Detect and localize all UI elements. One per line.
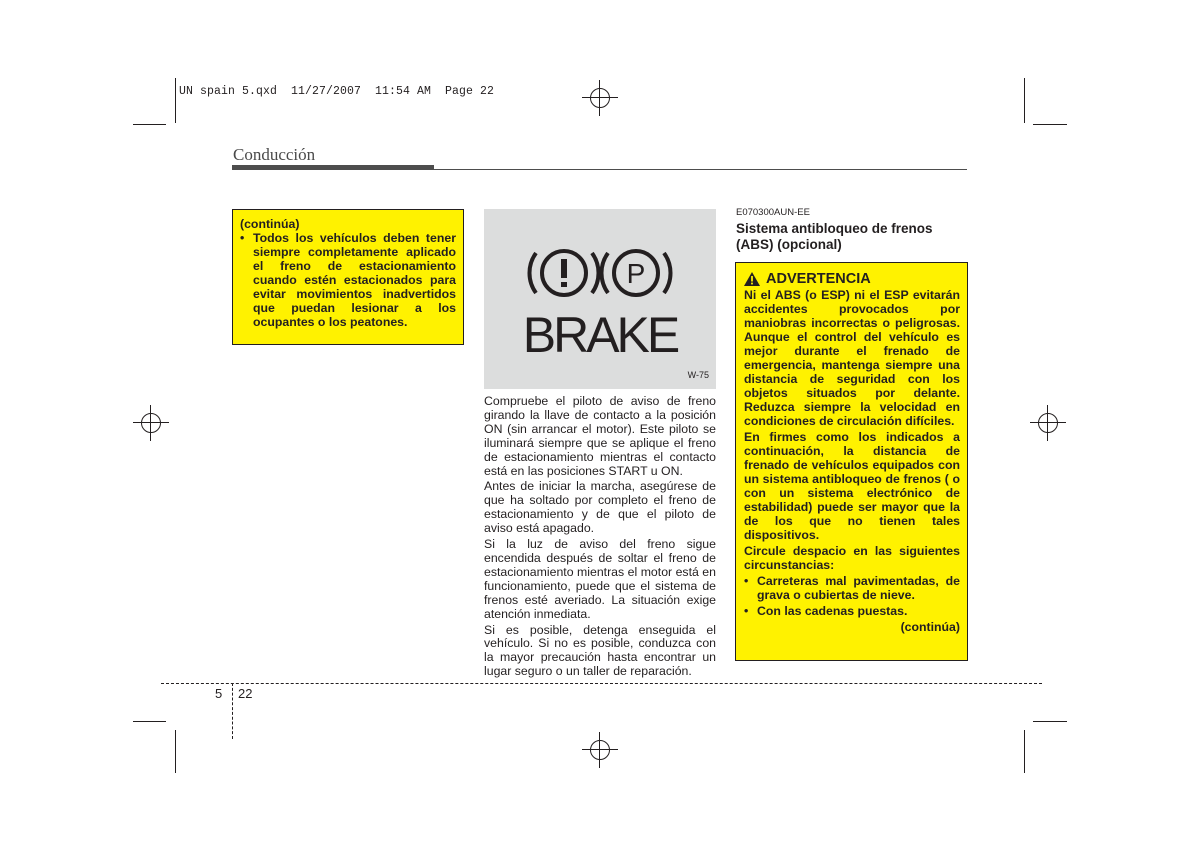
section-title: Conducción [233,145,316,164]
svg-text:P: P [626,258,646,289]
abs-heading: Sistema antibloqueo de frenos (ABS) (opcional) [736,221,933,252]
warning-triangle-icon [744,272,760,286]
continued-label: (continúa) [240,217,300,231]
registration-target [582,732,618,768]
title-rule [232,165,434,170]
footer-rule [161,683,1042,684]
crop-mark [133,721,166,722]
paragraph: Si es posible, detenga enseguida el vehículo. Si no es posible, conduzca con la mayor precaución hasta encontrar un lugar seguro o un taller de reparación. [484,622,716,679]
caution-continued-box [232,209,464,345]
bullet-icon: • [240,231,245,245]
crop-mark [175,730,176,773]
brake-warning-icon [484,209,716,389]
figure-label: W-75 [687,370,709,380]
page-number-separator [232,683,233,739]
warning-header [744,272,960,286]
brake-text: BRAKE [522,307,678,363]
crop-mark [1033,124,1067,125]
paragraph: Compruebe el piloto de aviso de freno girando la llave de contacto a la posición ON (sin arrancar el motor). Este piloto se iluminará siempre que se aplique el freno de estacionamiento mientras el contacto está en las posiciones START u ON. [484,394,716,478]
paragraph: Si la luz de aviso del freno sigue encendida después de soltar el freno de estacionamiento mientras el motor está en funcionamiento, puede que el sistema de frenos esté averiado. La situación exige atención inmediata. [484,537,716,621]
list-item: • Con las cadenas puestas. [744,604,908,618]
list-item: • Todos los vehículos deben tener siempre completamente aplicado el freno de estacionamiento cuando estén estacionados para evitar movimientos inadvertidos que puedan lesionar a los ocupantes o los peatones. [240,231,456,329]
warning-paragraph: En firmes como los indicados a continuación, la distancia de frenado de vehículos equipados con un sistema antibloqueo de frenos ( o con un sistema electrónico de estabilidad) puede ser mayor que la de los que no tienen tales dispositivos. [744,430,960,542]
bullet-icon: • [744,604,749,618]
paragraph: Antes de iniciar la marcha, asegúrese de que ha soltado por completo el freno de estacionamiento y de que el piloto de aviso está apagado. [484,479,716,536]
warning-paragraph: Ni el ABS (o ESP) ni el ESP evitarán accidentes provocados por maniobras incorrectas o peligrosas. Aunque el control del vehículo es mejor durante el frenado de emergencia, mantenga siempre una distancia de seguridad con los objetos situados por delante. Reduzca siempre la velocidad en condiciones de circulación difíciles. [744,288,960,428]
warning-box [735,262,968,661]
crop-mark [1033,721,1067,722]
crop-mark [133,124,166,125]
warning-title: ADVERTENCIA [766,271,871,287]
registration-target [582,80,618,116]
title-rule-thin [434,169,967,170]
continued-label: (continúa) [900,620,960,634]
warning-paragraph: Circule despacio en las siguientes circunstancias: [744,544,960,572]
brake-warning-figure [484,209,716,389]
crop-mark [1024,78,1025,123]
page-number: 22 [238,686,253,701]
bullet-icon: • [744,574,749,588]
list-item: • Carreteras mal pavimentadas, de grava o cubiertas de nieve. [744,574,960,602]
brake-check-text [484,395,716,681]
print-header: UN spain 5.qxd 11/27/2007 11:54 AM Page 22 [179,85,495,98]
chapter-number: 5 [215,686,223,701]
crop-mark [175,78,176,123]
reference-code: E070300AUN-EE [736,207,810,218]
crop-mark [1024,730,1025,773]
registration-target [133,405,169,441]
registration-target [1030,405,1066,441]
